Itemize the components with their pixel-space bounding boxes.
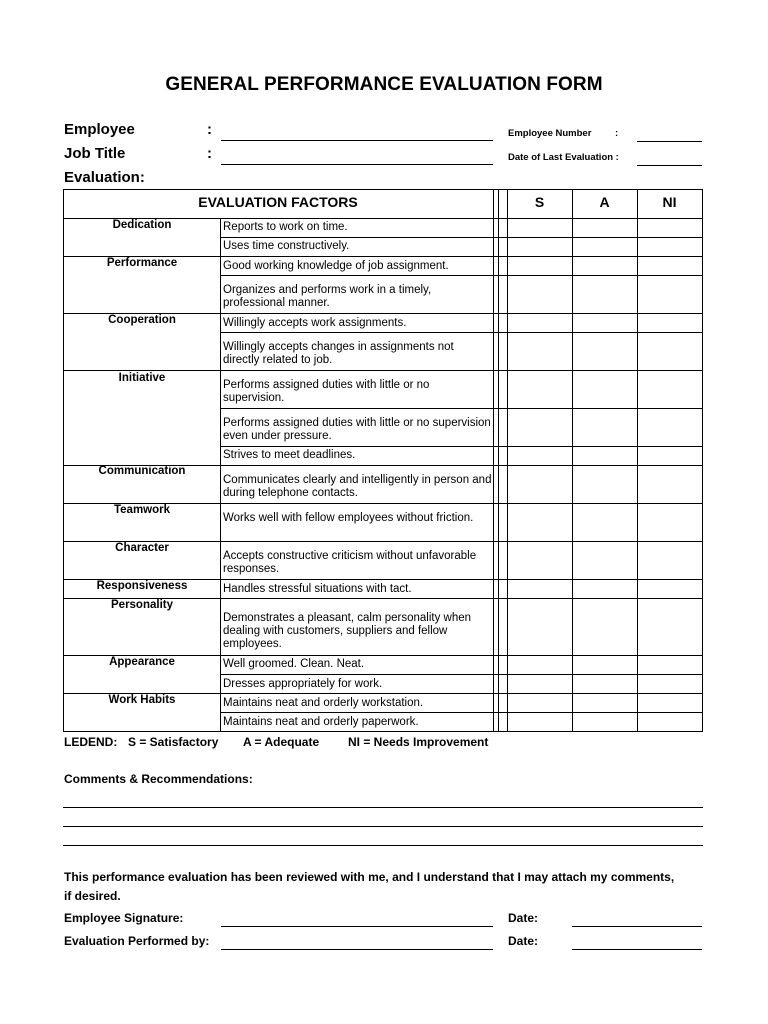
header-a: A: [599, 194, 610, 210]
job-title-colon: :: [207, 145, 212, 162]
employee-signature-date-label: Date:: [508, 911, 539, 925]
item-divider: [220, 712, 703, 713]
row-divider: [63, 370, 703, 371]
job-title-label: Job Title: [64, 145, 126, 162]
factor-item: Performs assigned duties with little or no supervision even under pressure.: [223, 417, 491, 442]
comments-label: Comments & Recommendations:: [64, 772, 253, 786]
legend-needs-improvement: NI = Needs Improvement: [348, 735, 489, 749]
header-ni: NI: [662, 194, 677, 210]
employee-colon: :: [207, 121, 212, 138]
category-dedication: Dedication: [112, 219, 172, 231]
factors-right-divider: [493, 189, 494, 732]
item-divider: [220, 408, 703, 409]
legend-label: LEDEND:: [64, 735, 118, 749]
factor-item: Willingly accepts work assignments.: [223, 317, 407, 329]
factor-item: Performs assigned duties with little or no supervision.: [223, 379, 430, 404]
acknowledgement-text: This performance evaluation has been reviewed with me, and I understand that I may attach my comments, if desired.: [64, 870, 675, 903]
evaluation-label: Evaluation:: [64, 169, 145, 186]
category-communication: Communication: [98, 465, 186, 477]
performed-by-date-label: Date:: [508, 934, 539, 948]
header-evaluation-factors: EVALUATION FACTORS: [198, 194, 358, 210]
factor-item: Dresses appropriately for work.: [223, 678, 383, 690]
evaluation-performed-by-field[interactable]: [221, 949, 493, 950]
form-title: GENERAL PERFORMANCE EVALUATION FORM: [165, 74, 603, 95]
category-work-habits: Work Habits: [108, 694, 176, 706]
employee-name-field[interactable]: [221, 140, 493, 141]
factor-item: Well groomed. Clean. Neat.: [223, 658, 365, 670]
item-divider: [220, 275, 703, 276]
item-divider: [220, 446, 703, 447]
category-cooperation: Cooperation: [108, 314, 176, 326]
factor-item: Demonstrates a pleasant, calm personality when dealing with customers, suppliers and fellow employees.: [223, 612, 472, 650]
employee-number-colon: :: [615, 128, 619, 139]
evaluation-performed-by-label: Evaluation Performed by:: [64, 934, 210, 948]
comments-line[interactable]: [63, 826, 703, 827]
factor-item: Works well with fellow employees without friction.: [223, 512, 474, 524]
legend-adequate: A = Adequate: [243, 735, 320, 749]
employee-signature-label: Employee Signature:: [64, 911, 184, 925]
a-column-left-divider: [572, 189, 573, 732]
factor-item: Accepts constructive criticism without unfavorable responses.: [223, 550, 477, 575]
legend-satisfactory: S = Satisfactory: [128, 735, 219, 749]
date-last-evaluation-label: Date of Last Evaluation :: [508, 152, 619, 163]
item-divider: [220, 332, 703, 333]
item-divider: [220, 237, 703, 238]
factor-item: Strives to meet deadlines.: [223, 449, 356, 461]
factor-item: Communicates clearly and intelligently in person and during telephone contacts.: [223, 474, 492, 499]
factor-item: Reports to work on time.: [223, 221, 348, 233]
factor-item: Uses time constructively.: [223, 240, 350, 252]
factor-item: Maintains neat and orderly paperwork.: [223, 716, 419, 728]
factor-item: Good working knowledge of job assignment.: [223, 260, 449, 272]
factor-item: Maintains neat and orderly workstation.: [223, 697, 424, 709]
category-character: Character: [115, 542, 169, 554]
s-column-left-divider: [507, 189, 508, 732]
date-last-evaluation-field[interactable]: [637, 165, 702, 166]
employee-signature-date-field[interactable]: [572, 926, 702, 927]
employee-number-label: Employee Number: [508, 128, 592, 139]
employee-signature-field[interactable]: [221, 926, 493, 927]
factor-item: Handles stressful situations with tact.: [223, 583, 412, 595]
employee-number-field[interactable]: [637, 141, 702, 142]
performed-by-date-field[interactable]: [572, 949, 702, 950]
header-s: S: [534, 194, 545, 210]
category-responsiveness: Responsiveness: [96, 580, 188, 592]
employee-label: Employee: [64, 121, 135, 138]
ni-column-left-divider: [637, 189, 638, 732]
comments-line[interactable]: [63, 807, 703, 808]
factors-right-divider-inner: [498, 189, 499, 732]
factor-item: Willingly accepts changes in assignments not directly related to job.: [223, 341, 454, 366]
job-title-field[interactable]: [221, 164, 493, 165]
factor-item: Organizes and performs work in a timely, professional manner.: [223, 284, 432, 309]
category-appearance: Appearance: [109, 656, 175, 668]
category-personality: Personality: [111, 599, 173, 611]
category-performance: Performance: [106, 257, 178, 269]
category-teamwork: Teamwork: [113, 504, 171, 516]
item-divider: [220, 674, 703, 675]
category-initiative: Initiative: [118, 372, 166, 384]
comments-line[interactable]: [63, 845, 703, 846]
